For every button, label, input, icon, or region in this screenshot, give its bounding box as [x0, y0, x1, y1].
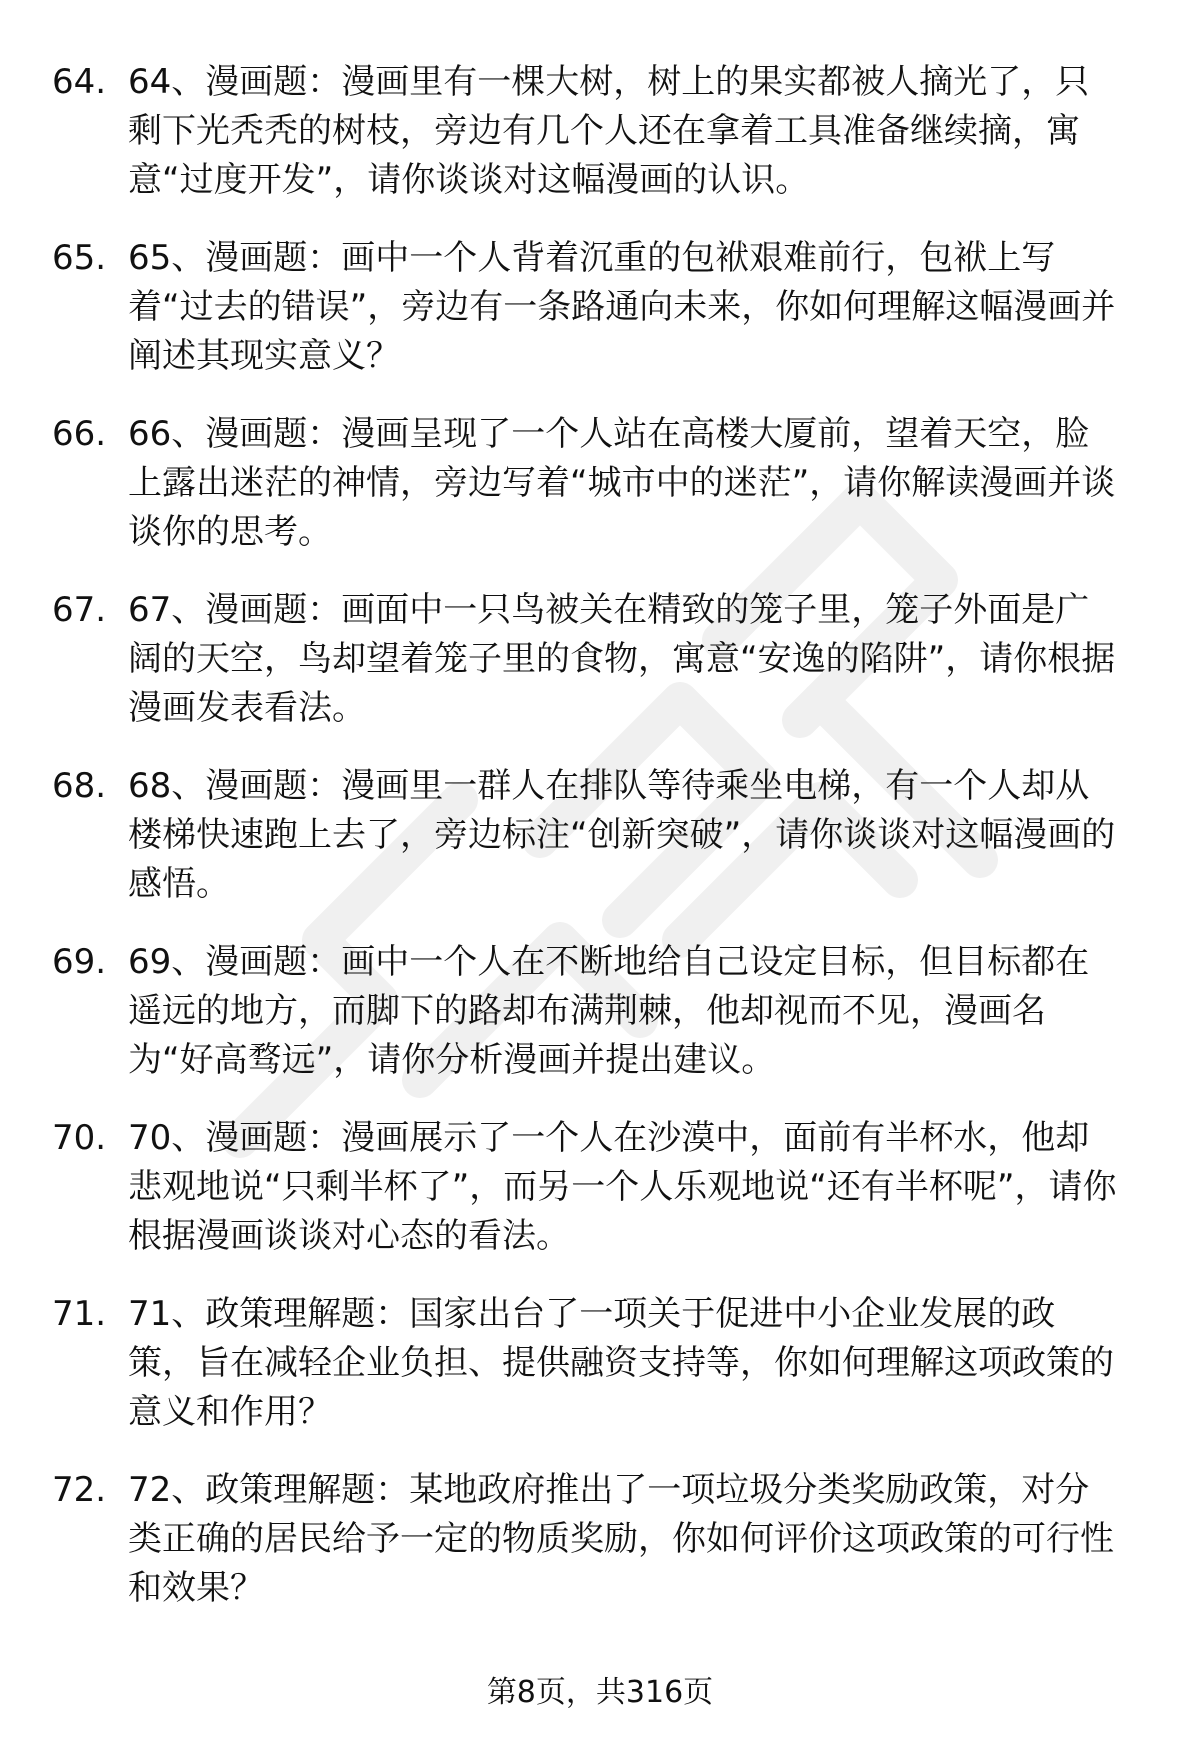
question-text: 65、漫画题：画中一个人背着沉重的包袱艰难前行，包袱上写着“过去的错误”，旁边有一条路通向未来，你如何理解这幅漫画并阐述其现实意义？: [128, 238, 1116, 376]
question-item-64: [0, 58, 1200, 205]
question-item-66: [0, 410, 1200, 557]
question-item-68: [0, 762, 1200, 909]
question-text: 69、漫画题：画中一个人在不断地给自己设定目标，但目标都在遥远的地方，而脚下的路却布满荆棘，他却视而不见，漫画名为“好高骛远”，请你分析漫画并提出建议。: [128, 942, 1090, 1080]
question-item-71: [0, 1290, 1200, 1437]
question-text: 72、政策理解题：某地政府推出了一项垃圾分类奖励政策，对分类正确的居民给予一定的物质奖励，你如何评价这项政策的可行性和效果？: [128, 1470, 1114, 1608]
question-number: 72.: [52, 1470, 107, 1510]
question-number: 65.: [52, 238, 107, 278]
question-text: 64、漫画题：漫画里有一棵大树，树上的果实都被人摘光了，只剩下光秃秃的树枝，旁边有几个人还在拿着工具准备继续摘，寓意“过度开发”，请你谈谈对这幅漫画的认识。: [128, 62, 1090, 200]
question-number: 66.: [52, 414, 107, 454]
question-number: 69.: [52, 942, 107, 982]
question-number: 64.: [52, 62, 107, 102]
page-indicator: 第8页，共316页: [486, 1675, 714, 1710]
question-item-67: [0, 586, 1200, 733]
question-number: 68.: [52, 766, 107, 806]
question-text: 66、漫画题：漫画呈现了一个人站在高楼大厦前，望着天空，脸上露出迷茫的神情，旁边写着“城市中的迷茫”，请你解读漫画并谈谈你的思考。: [128, 414, 1116, 552]
question-text: 70、漫画题：漫画展示了一个人在沙漠中，面前有半杯水，他却悲观地说“只剩半杯了”，而另一个人乐观地说“还有半杯呢”，请你根据漫画谈谈对心态的看法。: [128, 1118, 1117, 1256]
question-text: 67、漫画题：画面中一只鸟被关在精致的笼子里，笼子外面是广阔的天空，鸟却望着笼子里的食物，寓意“安逸的陷阱”，请你根据漫画发表看法。: [128, 590, 1116, 728]
question-text: 71、政策理解题：国家出台了一项关于促进中小企业发展的政策，旨在减轻企业负担、提供融资支持等，你如何理解这项政策的意义和作用？: [128, 1294, 1114, 1432]
question-item-69: [0, 938, 1200, 1085]
question-number: 67.: [52, 590, 107, 630]
question-text: 68、漫画题：漫画里一群人在排队等待乘坐电梯，有一个人却从楼梯快速跑上去了，旁边标注“创新突破”，请你谈谈对这幅漫画的感悟。: [128, 766, 1116, 904]
question-item-70: [0, 1114, 1200, 1261]
question-number: 70.: [52, 1118, 107, 1158]
question-number: 71.: [52, 1294, 107, 1334]
question-item-72: [0, 1466, 1200, 1613]
question-list: [0, 58, 1200, 1642]
question-item-65: [0, 234, 1200, 381]
